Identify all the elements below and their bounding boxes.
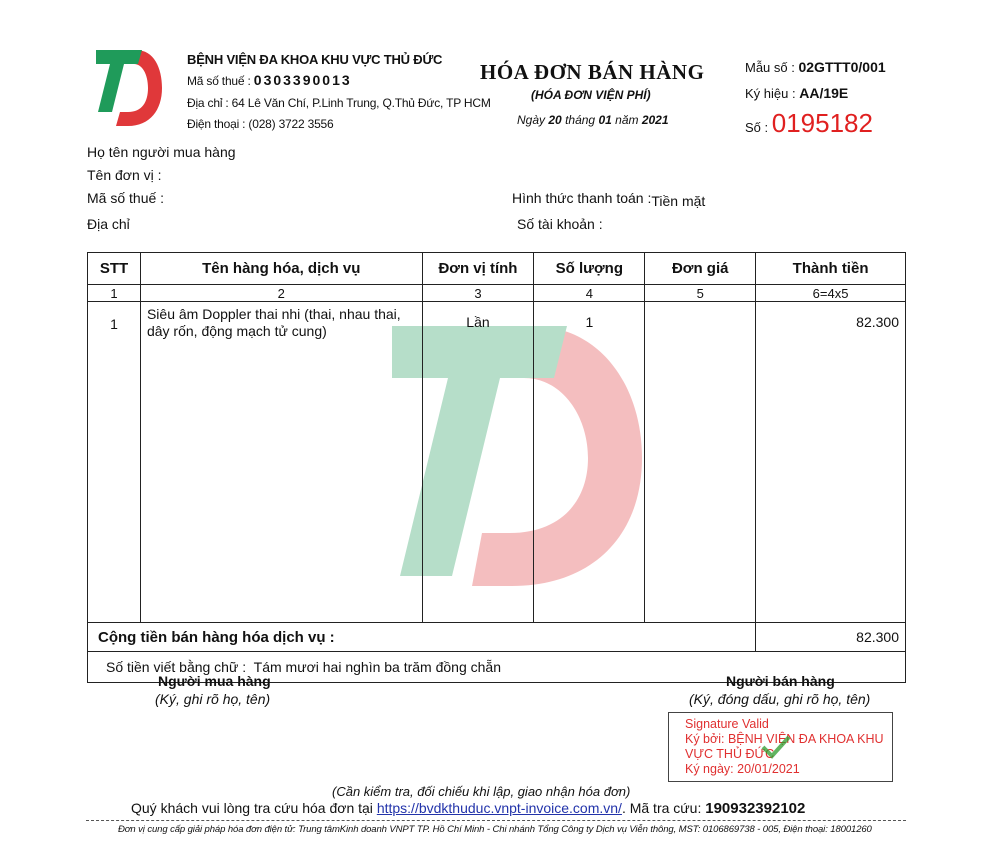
hospital-logo-icon (96, 46, 162, 128)
words-value: Tám mươi hai nghìn ba trăm đồng chẵn (253, 659, 502, 675)
invoice-symbol (745, 85, 848, 101)
invoice-title: HÓA ĐƠN BÁN HÀNG (480, 60, 705, 84)
index-cell: 4 (534, 285, 645, 302)
number-value: 0195182 (771, 108, 873, 138)
index-cell: 2 (140, 285, 422, 302)
header-stt: STT (88, 253, 141, 285)
payment-method (512, 190, 706, 209)
buyer-sign-note: (Ký, ghi rõ họ, tên) (155, 691, 271, 707)
payment-label: Hình thức thanh toán : (512, 190, 652, 206)
date-month-label: tháng (565, 113, 596, 127)
check-note: (Cần kiểm tra, đối chiếu khi lập, giao nhận hóa đơn) (332, 784, 631, 799)
checkmark-icon (761, 735, 791, 759)
provider-info: Đơn vị cung cấp giải pháp hóa đơn điện tử: Trung tâmKinh doanh VNPT TP. Hồ Chí Minh - Chi nhánh Tổng Công ty Dịch vụ Viễn thông, MST: 0106869738 - 005, Điện thoại: 18001260 (118, 824, 872, 835)
row-description: Siêu âm Doppler thai nhi (thai, nhau thai, dây rốn, động mạch tử cung) (140, 302, 422, 623)
buyer-unit-label: Tên đơn vị : (87, 167, 162, 183)
date-month: 01 (598, 113, 612, 127)
table-index-row (88, 285, 906, 302)
signed-by-value: BỆNH VIỆN ĐA KHOA KHU VỰC THỦ ĐỨC (685, 732, 884, 761)
buyer-name-label: Họ tên người mua hàng (87, 144, 236, 160)
index-cell: 3 (422, 285, 534, 302)
header-unit: Đơn vị tính (422, 253, 534, 285)
signed-date (685, 762, 892, 777)
lookup-code-label: . Mã tra cứu: (621, 800, 702, 816)
seller-sign-title: Người bán hàng (726, 673, 835, 689)
header-quantity: Số lượng (534, 253, 645, 285)
buyer-sign-title: Người mua hàng (158, 673, 271, 689)
row-price (645, 302, 756, 623)
lookup-link[interactable]: https://bvdkthuduc.vnpt-invoice.com.vn/ (376, 800, 622, 816)
account-label: Số tài khoản : (517, 216, 603, 232)
header-amount: Thành tiền (756, 253, 906, 285)
lookup-prefix: Quý khách vui lòng tra cứu hóa đơn tại (131, 800, 373, 816)
signed-by-label: Ký bởi: (685, 732, 725, 746)
footer-divider (86, 820, 906, 821)
header-description: Tên hàng hóa, dịch vụ (140, 253, 422, 285)
row-unit: Lần (422, 302, 534, 623)
items-table (87, 252, 906, 683)
seller-tax (187, 72, 352, 88)
invoice-subtitle: (HÓA ĐƠN VIỆN PHÍ) (531, 88, 651, 102)
seller-tax-code: 0303390013 (253, 72, 352, 88)
lookup-line (131, 800, 805, 817)
buyer-tax-label: Mã số thuế : (87, 190, 165, 206)
seller-sign-note: (Ký, đóng dấu, ghi rõ họ, tên) (689, 691, 871, 707)
buyer-address-label: Địa chỉ (87, 216, 130, 232)
header-price: Đơn giá (645, 253, 756, 285)
total-value: 82.300 (756, 623, 906, 652)
form-label: Mẫu số : (745, 60, 795, 75)
invoice-date (517, 113, 669, 127)
digital-signature-box (668, 712, 893, 782)
date-prefix: Ngày (517, 113, 546, 127)
lookup-code: 190932392102 (705, 800, 806, 817)
words-label: Số tiền viết bằng chữ : (106, 659, 247, 675)
signed-date-label: Ký ngày: (685, 762, 734, 776)
signature-valid: Signature Valid (685, 717, 769, 731)
row-amount: 82.300 (756, 302, 906, 623)
seller-phone: Điện thoại : (028) 3722 3556 (187, 117, 334, 131)
payment-value: Tiền mặt (651, 193, 706, 209)
invoice-number (745, 108, 873, 139)
seller-address: Địa chỉ : 64 Lê Văn Chí, P.Linh Trung, Q.Thủ Đức, TP HCM (187, 96, 491, 110)
form-number (745, 59, 886, 75)
symbol-label: Ký hiệu : (745, 86, 796, 101)
number-label: Số : (745, 120, 769, 135)
signed-date-value: 20/01/2021 (737, 762, 800, 776)
index-cell: 5 (645, 285, 756, 302)
symbol-value: AA/19E (799, 85, 849, 101)
date-day: 20 (548, 113, 562, 127)
index-cell: 6=4x5 (756, 285, 906, 302)
date-year: 2021 (641, 113, 669, 127)
total-row (88, 623, 906, 652)
index-cell: 1 (88, 285, 141, 302)
total-label: Cộng tiền bán hàng hóa dịch vụ : (88, 623, 756, 652)
seller-name: BỆNH VIỆN ĐA KHOA KHU VỰC THỦ ĐỨC (187, 52, 443, 67)
seller-tax-label: Mã số thuế : (187, 74, 251, 88)
row-stt: 1 (88, 302, 141, 623)
form-value: 02GTTT0/001 (798, 59, 886, 75)
table-row (88, 302, 906, 623)
table-header-row (88, 253, 906, 285)
row-quantity: 1 (534, 302, 645, 623)
date-year-label: năm (615, 113, 639, 127)
